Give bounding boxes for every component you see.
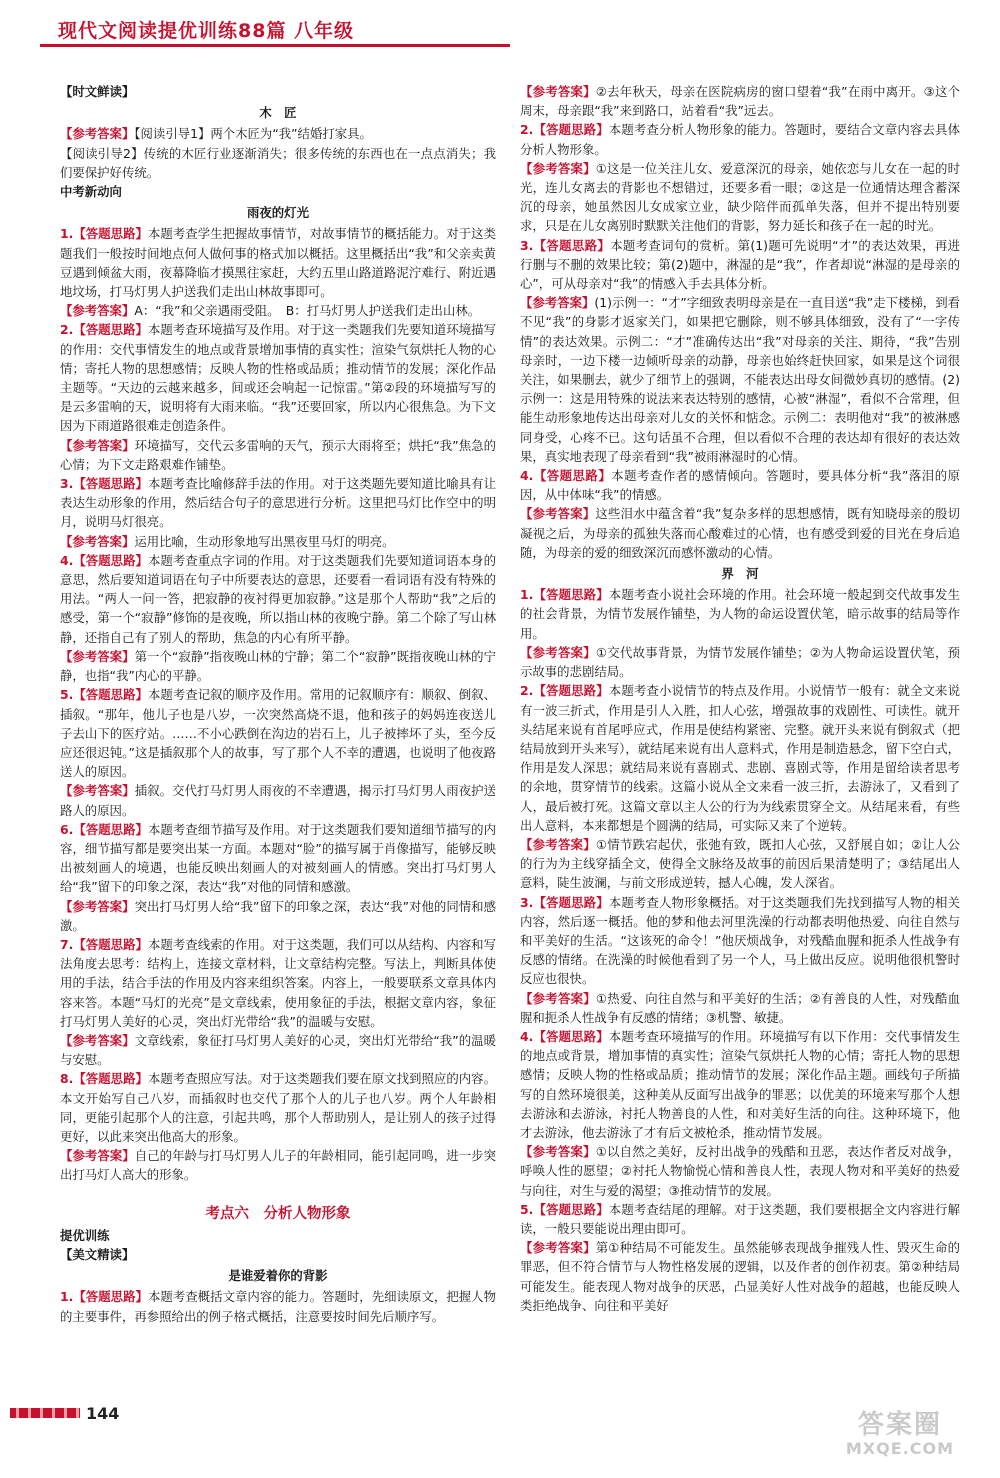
answer-tag: 【参考答案】 bbox=[520, 506, 596, 522]
answer-tag: 4.【答题思路】 bbox=[520, 468, 612, 484]
paragraph-text: 文章线索，象征打马灯男人美好的心灵，突出灯光带给“我”的温暖与安慰。 bbox=[60, 1032, 497, 1068]
answer-tag: 1.【答题思路】 bbox=[60, 226, 148, 242]
answer-paragraph bbox=[60, 144, 496, 182]
answer-paragraph bbox=[60, 532, 496, 551]
answer-tag: 【参考答案】 bbox=[60, 783, 135, 799]
answer-paragraph bbox=[60, 897, 496, 935]
answer-tag: 3.【答题思路】 bbox=[520, 894, 609, 910]
answer-tag: 【参考答案】 bbox=[60, 1148, 135, 1164]
answer-tag: 【参考答案】 bbox=[520, 295, 595, 311]
paragraph-text: 本题考查小说情节的特点及作用。小说情节一般有：就全文来说有一波三折式，作用是引人入胜，扣人心弦，增强故事的戏剧性、可读性。就开头结尾来说有首尾呼应式，作用是使结构紧密、完整。就开头来说有倒叙式（把结局放到开头来写），就结尾来说有出人意料式，作用是制造悬念，留下空白式，作用是发人深思；就结局来说有喜剧式、悲剧、喜剧式等，作用是留给读者思考的余地，贯穿情节的线索。这篇小说从全文来看一波三折，去游泳了，又看到了人，最后被打死。这篇文章以主人公的行为为线索贯穿全文。从结尾来看，有些出人意料，本来都想是个圆满的结局，可实际又来了个逆转。 bbox=[520, 683, 960, 833]
paragraph-text: 本题考查词句的赏析。第(1)题可先说明“才”的表达效果，再进行删与不删的效果比较；第(2)题中，淋湿的是“我”，作者却说“淋湿的是母亲的心”，可从母亲对“我”的情感入手去具体分析。 bbox=[520, 237, 960, 292]
answer-tag: 【参考答案】 bbox=[60, 533, 135, 549]
paragraph-text: 【阅读引导1】两个木匠为“我”结婚打家具。 bbox=[134, 126, 372, 142]
answer-paragraph bbox=[60, 224, 496, 301]
section-heading bbox=[60, 1226, 496, 1245]
paragraph-text: 第①种结局不可能发生。虽然能够表现战争摧残人性、毁灭生命的罪恶，但不符合情节与人物性格发展的逻辑，以及作者的创作初衷。第②种结局可能发生。能表现人物对战争的厌恶，凸显美好人性对战争的超越，也能反映人类拒绝战争、向往和平美好 bbox=[520, 1240, 960, 1313]
paragraph-text: 本题考查概括文章内容的能力。答题时，先细读原文，把握人物的主要事件，再参照给出的例子格式概括，注意要按时间先后顺序写。 bbox=[60, 1289, 496, 1324]
paragraph-text: 本题考查作者的感情倾向。答题时，要具体分析“我”落泪的原因，从中体味“我”的情感。 bbox=[520, 468, 960, 503]
answer-paragraph bbox=[520, 293, 960, 466]
answer-paragraph bbox=[60, 685, 496, 781]
answer-paragraph bbox=[520, 643, 960, 681]
answer-paragraph bbox=[60, 820, 496, 897]
answer-paragraph bbox=[520, 1142, 960, 1200]
topic-heading bbox=[60, 1205, 496, 1224]
paragraph-text: ②去年秋天，母亲在医院病房的窗口望着“我”在雨中离开。③这个周末，母亲跟“我”来到路口，站着看“我”远去。 bbox=[520, 84, 960, 119]
answer-tag: 2.【答题思路】 bbox=[520, 122, 609, 138]
answer-tag: 【参考答案】 bbox=[520, 84, 596, 99]
answer-paragraph bbox=[60, 474, 496, 532]
paragraph-text: 本题考查结尾的理解。对于这类题，我们要根据全文内容进行解读，一般只要能说出理由即可。 bbox=[520, 1201, 960, 1236]
paragraph-text: 提优训练 bbox=[60, 1227, 110, 1243]
paragraph-text: 中考新动向 bbox=[60, 184, 122, 200]
paragraph-text: 本题考查细节描写及作用。对于这类题我们要知道细节描写的内容，细节描写都是要突出某一方面。本题对“脸”的描写属于肖像描写，能够反映出被刻画人的境遇，也能反映出刻画人的对被刻画人的情感。突出打马灯男人给“我”留下的印象之深，表达“我”对他的同情和感激。 bbox=[60, 821, 496, 895]
paragraph-text: 本题考查环境描写及作用。对于这一类题我们先要知道环境描写的作用：交代事情发生的地点或背景增加事情的真实性；渲染气氛烘托人物的心情；寄托人物的思想感情；反映人物的性格或品质；推动情节的发展；深化作品主题等。“天边的云越来越多，间或还会响起一记惊雷。”第②段的环境描写写的是云多雷响的天，说明将有大雨来临。“我”还要回家，所以内心很焦急。为下文因为下雨道路很难走创造条件。 bbox=[60, 322, 496, 434]
section-heading bbox=[60, 82, 496, 101]
answer-paragraph bbox=[60, 647, 496, 685]
watermark-url: MXQE.COM bbox=[845, 1439, 955, 1458]
answer-paragraph bbox=[520, 893, 960, 989]
paragraph-text: 雨夜的灯光 bbox=[247, 205, 309, 221]
paragraph-text: ①情节跌宕起伏，张弛有致，既扣人心弦，又舒展自如；②让人公的行为为主线穿插全文，使得全文脉络及故事的前因后果清楚明了；③结尾出人意料，陡生波澜，与前文形成逆转，撼人心魄，发人深省。 bbox=[520, 836, 961, 891]
answer-tag: 【参考答案】 bbox=[60, 126, 135, 142]
answer-paragraph bbox=[520, 1027, 960, 1142]
answer-paragraph bbox=[60, 551, 496, 647]
answer-paragraph bbox=[520, 1238, 960, 1315]
page-footer bbox=[0, 1398, 1000, 1478]
answer-paragraph bbox=[520, 504, 960, 562]
answer-tag: 3.【答题思路】 bbox=[520, 237, 611, 253]
paragraph-text: 【时文鲜读】 bbox=[60, 84, 135, 99]
answer-paragraph bbox=[60, 1287, 496, 1325]
paragraph-text: 考点六 分析人物形象 bbox=[205, 1205, 351, 1222]
answer-paragraph bbox=[60, 781, 496, 819]
answer-paragraph bbox=[60, 320, 496, 435]
page-number: 144 bbox=[86, 1404, 120, 1423]
answer-tag: 6.【答题思路】 bbox=[60, 821, 148, 837]
paragraph-text: 界 河 bbox=[721, 566, 759, 582]
answer-tag: 5.【答题思路】 bbox=[60, 687, 148, 703]
paragraph-text: ①这是一位关注儿女、爱意深沉的母亲，她依恋与儿女在一起的时光，连儿女离去的背影也不想错过，还要多看一眼；②这是一位通情达理含蓄深沉的母亲，她虽然因儿女成家立业，缺少陪伴而孤单失落，但并不提出特别要求，只是在儿女离别时默默关注他们的背影，努力延长和孩子在一起的时光。 bbox=[520, 160, 960, 234]
paragraph-text: 是谁爱着你的背影 bbox=[228, 1268, 328, 1284]
paragraph-text: 本题考查记叙的顺序及作用。常用的记叙顺序有：顺叙、倒叙、插叙。“那年，他儿子也是八岁，一次突然高烧不退，他和孩子的妈妈连夜送儿子去山下的医疗站。……不小心跌倒在沟边的岩石上，儿子被摔坏了头，至今反应还很迟钝。”这是插叙那个人的故事，写了那个人不幸的遭遇，也说明了他夜路送人的原因。 bbox=[60, 687, 496, 780]
answer-paragraph bbox=[520, 1200, 960, 1238]
answer-tag: 【参考答案】 bbox=[60, 303, 135, 319]
answer-tag: 【参考答案】 bbox=[60, 437, 135, 453]
answer-tag: 1.【答题思路】 bbox=[520, 587, 609, 603]
answer-paragraph bbox=[520, 120, 960, 158]
answer-tag: 【参考答案】 bbox=[520, 644, 596, 660]
section-heading bbox=[60, 1245, 496, 1264]
paragraph-text: 自己的年龄与打马灯男人儿子的年龄相同，能引起同鸣，进一步突出打马灯人高大的形象。 bbox=[60, 1148, 497, 1183]
answer-tag: 2.【答题思路】 bbox=[60, 322, 148, 338]
answer-paragraph bbox=[520, 585, 960, 643]
answer-paragraph bbox=[60, 935, 496, 1031]
answer-paragraph bbox=[60, 1146, 496, 1184]
answer-tag: 【参考答案】 bbox=[520, 1144, 596, 1160]
answer-tag: 【参考答案】 bbox=[60, 898, 135, 914]
paragraph-text: 本题考查学生把握故事情节，对故事情节的概括能力。对于这类题我们一般按时间地点何人做何事的格式加以概括。这里概括出“我”和父亲卖黄豆遇到倾盆大雨，夜幕降临才摸黑往家赶，大约五里山路道路泥泞难行、附近遇地坟场，打马灯男人护送我们走出山林故事即可。 bbox=[60, 226, 496, 300]
answer-paragraph bbox=[60, 436, 496, 474]
left-column bbox=[60, 82, 496, 1326]
answer-paragraph bbox=[520, 82, 960, 120]
book-title: 现代文阅读提优训练88篇 八年级 bbox=[58, 20, 355, 42]
paragraph-text: 本题考查比喻修辞手法的作用。对于这类题先要知道比喻具有让表达生动形象的作用，然后结合句子的意思进行分析。这里把马灯比作空中的明月，说明马灯很亮。 bbox=[60, 476, 496, 530]
paragraph-text: (1)示例一：“才”字细致表明母亲是在一直目送“我”走下楼梯，到看不见“我”的身影才返家关门，如果把它删除，则不够具体细致，没有了“一字传情”的表达效果。示例二：“才”准确传达出“我”对母亲的关注、期待，“我”告别母亲时，一边下楼一边倾听母亲的动静，母亲也始终赶快回家，如果是这个词很关注，如果删去，就少了细节上的强调，不能表达出母女间微妙真切的感情。(2)示例一：这是用特殊的说法来表达特别的感情，心被“淋湿”，看似不合常理，但能生动形象地传达出母亲对儿女的关怀和惦念。示例二：表明他对“我”的被淋感同身受，心疼不已。这句话虽不合理，但以看似不合理的表达却有很好的表达效果，真实地表现了母亲看到“我”被雨淋湿时的心情。 bbox=[520, 295, 960, 464]
watermark-logo bbox=[820, 1410, 980, 1470]
paragraph-text: 本题考查分析人物形象的能力。答题时，要结合文章内容去具体分析人物形象。 bbox=[520, 122, 960, 157]
paragraph-text: 插叙。交代打马灯男人雨夜的不幸遭遇，揭示打马灯男人雨夜护送路人的原因。 bbox=[60, 783, 497, 818]
answer-tag: 5.【答题思路】 bbox=[520, 1201, 609, 1217]
answer-tag: 【参考答案】 bbox=[520, 836, 596, 852]
paragraph-text: ①以自然之美好，反衬出战争的残酷和丑恶，表达作者反对战争，呼唤人性的愿望；②衬托人物愉悦心情和善良人性，表现人物对和平美好的热爱与向往，对生与爱的渴望；③推动情节的发展。 bbox=[520, 1144, 960, 1198]
paragraph-text: 【美文精读】 bbox=[60, 1246, 135, 1262]
paragraph-text: A：“我”和父亲遇雨受阻。 B：打马灯男人护送我们走出山林。 bbox=[134, 303, 481, 319]
answer-tag: 1.【答题思路】 bbox=[60, 1289, 148, 1305]
watermark-text: 答案圈 bbox=[857, 1410, 942, 1440]
paragraph-text: 运用比喻，生动形象地写出黑夜里马灯的明亮。 bbox=[134, 533, 395, 549]
paragraph-text: 本题考查人物形象概括。对于这类题我们先找到描写人物的相关内容，然后逐一概括。他的梦和他去河里洗澡的行动都表明他热爱、向往自然与和平美好的生活。“这该死的命令！”他厌烦战争，对残酷血腥和扼杀人性战争有反感的情绪。在洗澡的时候他看到了另一个人，马上做出反应。说明他很机警时反应也很快。 bbox=[520, 894, 960, 987]
answer-tag: 4.【答题思路】 bbox=[520, 1028, 609, 1044]
answer-tag: 【参考答案】 bbox=[520, 990, 596, 1006]
answer-tag: 【参考答案】 bbox=[520, 160, 596, 176]
section-heading bbox=[60, 182, 496, 201]
answer-tag: 【参考答案】 bbox=[520, 1240, 596, 1256]
article-title bbox=[520, 564, 960, 583]
answer-tag: 【参考答案】 bbox=[60, 1032, 135, 1048]
paragraph-text: ①热爱、向往自然与和平美好的生活；②有善良的人性，对残酷血腥和扼杀人性战争有反感的情绪；③机警、敏捷。 bbox=[520, 990, 961, 1025]
paragraph-text: 本题考查环境描写的作用。环境描写有以下作用：交代事情发生的地点或背景，增加事情的真实性；渲染气氛烘托人物的心情；寄托人物的思想感情；反映人物的性格或品质；推动情节的发展；深化作品主题。画线句子所描写的自然环境很美，这种美从反面写出战争的罪恶；以优美的环境来写那个人想去游泳和去游泳，衬托人物善良的人性，和对美好生活的向往。这种环境下，他才去游泳，他去游泳了才有后文被枪杀，推动情节发展。 bbox=[520, 1028, 960, 1140]
answer-tag: 8.【答题思路】 bbox=[60, 1071, 148, 1087]
paragraph-text: 突出打马灯男人给“我”留下的印象之深，表达“我”对他的同情和感激。 bbox=[60, 898, 497, 933]
paragraph-text: 第一个“寂静”指夜晚山林的宁静；第二个“寂静”既指夜晚山林的宁静，也指“我”内心的平静。 bbox=[60, 648, 497, 684]
paragraph-text: 本题考查小说社会环境的作用。社会环境一般起到交代故事发生的社会背景，为情节发展作铺垫，为人物的命运设置伏笔，暗示故事的结局等作用。 bbox=[520, 587, 960, 641]
answer-tag: 7.【答题思路】 bbox=[60, 936, 148, 952]
paragraph-text: ①交代故事背景，为情节发展作铺垫；②为人物命运设置伏笔，预示故事的悲剧结局。 bbox=[520, 644, 961, 680]
answer-paragraph bbox=[520, 236, 960, 294]
answer-paragraph bbox=[60, 124, 496, 143]
right-column bbox=[520, 82, 960, 1315]
paragraph-text: 这些泪水中蕴含着“我”复杂多样的思想感情，既有知晓母亲的殷切凝视之后，为母亲的孤独失落而心酸难过的心情，也有感受到爱的目光在身后追随，为母亲的爱的细致深沉而感怀激动的心情。 bbox=[520, 506, 961, 560]
answer-tag: 2.【答题思路】 bbox=[520, 683, 609, 699]
article-title bbox=[60, 103, 496, 122]
paragraph-text: 【阅读引导2】传统的木匠行业逐渐消失；很多传统的东西也在一点点消失；我们要保护好传统。 bbox=[60, 145, 496, 180]
article-title bbox=[60, 203, 496, 222]
header-rule bbox=[40, 44, 510, 47]
answer-paragraph bbox=[520, 159, 960, 236]
answer-paragraph bbox=[60, 1069, 496, 1146]
page-header bbox=[0, 0, 1000, 62]
answer-paragraph bbox=[520, 466, 960, 504]
paragraph-text: 本题考查重点字词的作用。对于这类题我们先要知道词语本身的意思，然后要知道词语在句子中所要表达的意思，还要看一看词语有没有特殊的用法。“两人一问一答，把寂静的夜衬得更加寂静。”这是那个人帮助“我”之后的感受，第一个“寂静”修饰的是夜晚，所以指山林的夜晚宁静。第二个除了写山林静，还指自己有了别人的帮助，焦急的内心有所平静。 bbox=[60, 552, 496, 645]
answer-paragraph bbox=[60, 1031, 496, 1069]
article-title bbox=[60, 1266, 496, 1285]
answer-paragraph bbox=[520, 835, 960, 893]
paragraph-text: 木 匠 bbox=[259, 105, 297, 121]
paragraph-text: 本题考查线索的作用。对于这类题，我们可以从结构、内容和写法角度去思考：结构上，连接文章材料，让文章结构完整。写法上，判断具体使用的手法，结合手法的作用及内容来组织答案。内容上，一般要联系文章具体内容来答。本题“马灯的光亮”是文章线索，使用象征的手法，根据文章内容，象征打马灯男人美好的心灵，突出灯光带给“我”的温暖与安慰。 bbox=[60, 936, 496, 1029]
answer-tag: 4.【答题思路】 bbox=[60, 552, 148, 568]
answer-tag: 【参考答案】 bbox=[60, 648, 135, 664]
answer-paragraph bbox=[520, 989, 960, 1027]
answer-paragraph bbox=[60, 301, 496, 320]
answer-tag: 3.【答题思路】 bbox=[60, 476, 148, 492]
answer-paragraph bbox=[520, 681, 960, 835]
paragraph-text: 本题考查照应写法。对于这类题我们要在原文找到照应的内容。本文开始写自己八岁，而插叙时也交代了那个人的儿子也八岁。两个人年龄相同，更能引起那个人的注意，引起共鸣，那个人帮助别人，是让别人的孩子过得更好，以此来突出他高大的形象。 bbox=[60, 1071, 496, 1144]
page-mark-decoration bbox=[10, 1408, 80, 1418]
paragraph-text: 环境描写，交代云多雷响的天气，预示大雨将至；烘托“我”焦急的心情；为下文走路艰难作铺垫。 bbox=[60, 437, 497, 472]
